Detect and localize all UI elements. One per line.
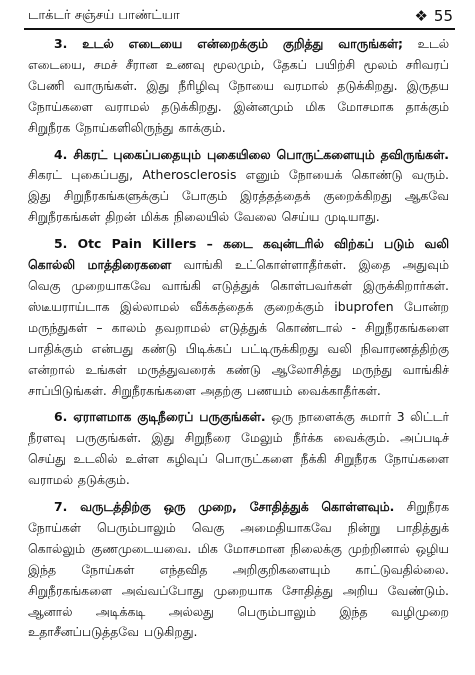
running-header: [28, 6, 453, 26]
tip-paragraph-4: [28, 145, 449, 229]
header-rule: [24, 28, 455, 30]
tip-body: உடல் எடையை, சமச் சீரான உணவு மூலமும், தேகப் பயிற்சி மூலம் சரிவரப் பேணி வாருங்கள். இது நீரிழிவு நோயை வரமால் தடுக்கிறது. இருதய நோய்களை வராமல் தடுக்கிறது. இன்னமும் மிக மோசமாக தாக்கும் சிறுநீரக நோய்களிலிருந்து காக்கும்.: [28, 36, 450, 135]
tip-paragraph-3: [28, 34, 449, 139]
page-number-group: [414, 7, 453, 25]
page-number: 55: [433, 7, 453, 25]
tip-heading: 5. Otc Pain Killers – கடை கவுன்டரில் விற்கப் படும் வலி கொல்லி மாத்திரைகளை: [28, 236, 449, 273]
running-title: டாக்டர் சஞ்சய் பாண்ட்யா: [28, 8, 180, 23]
tip-body: சிறுநீரக நோய்கள் பெரும்பாலும் வெகு அமைதியாகவே நின்று பாதித்துக் கொல்லும் குணமுடையவை. மிக மோசமான நிலைக்கு முற்றினால் ஒழிய இந்த நோய்கள் எந்தவித அறிகுறிகளையும் காட்டுவதில்லை. சிறுநீரகங்களை அவ்வப்போது முறையாக சோதித்து அறிய வேண்டும். ஆனால் அடிக்கடி அல்லது பெரும்பாலும் இந்த வழிமுறை உதாசீனப்படுத்தவே படுகிறது.: [28, 499, 450, 640]
tip-paragraph-7: [28, 497, 449, 643]
tip-heading: 6. ஏராளமாக குடிநீரைப் பருகுங்கள்.: [54, 409, 266, 425]
diamond-ornament-icon: ❖: [414, 7, 428, 25]
tip-body: வாங்கி உட்கொள்ளாதீர்கள். இதை அதுவும் வெகு முறையாகவே வாங்கி எடுத்துக் கொள்பவர்கள் இருக்கிறார்கள். ஸ்டீயராய்டாக இல்லாமல் வீக்கத்தைக் குறைக்கும் ibuprofen போன்ற மருந்துகள் – காலம் தவறாமல் எடுத்துக் கொண்டால் - சிறுநீரகங்களை பாதிக்கும் என்பது கண்டு பிடிக்கப் பட்டிருக்கிறது வலி நிவாரணத்திற்கு என்றால் உங்கள் மருத்துவரைக் கண்டு ஆலோசித்து மருந்து வாங்கிச் சாப்பிடுங்கள். சிறுநீரகங்களை அதற்கு பணயம் வைக்காதீர்கள்.: [28, 257, 449, 398]
tip-paragraph-6: [28, 407, 449, 491]
tip-heading: 7. வருடத்திற்கு ஒரு முறை, சோதித்துக் கொள்ளவும்.: [54, 499, 395, 515]
tip-body: ஒரு நாளைக்கு சுமார் 3 லிட்டர் நீரளவு பருகுங்கள். இது சிறுநீரை மேலும் நீர்க்க வைக்கும். அப்படிச் செய்து உடலில் உள்ள கழிவுப் பொருட்களை நீக்கி சிறுநீரக நோய்களை வராமல் தடுக்கும்.: [28, 409, 449, 488]
page-body: [28, 34, 449, 649]
tip-paragraph-5: [28, 234, 449, 401]
tip-body: சிகரட் புகைப்பது, Atherosclerosis எனும் நோயைக் கொண்டு வரும். இது சிறுநீரகங்களுக்குப் போகும் இரத்தத்தைக் குறைக்கிறது ஆகவே சிறுநீரகங்கள் திறன் மிக்க நிலையில் வேலை செய்ய முடியாது.: [28, 167, 449, 225]
tip-heading: 4. சிகரட் புகைப்பதையும் புகையிலை பொருட்களையும் தவிருங்கள்.: [54, 146, 449, 162]
tip-heading: 3. உடல் எடையை என்றைக்கும் குறித்து வாருங்கள்;: [54, 36, 404, 51]
